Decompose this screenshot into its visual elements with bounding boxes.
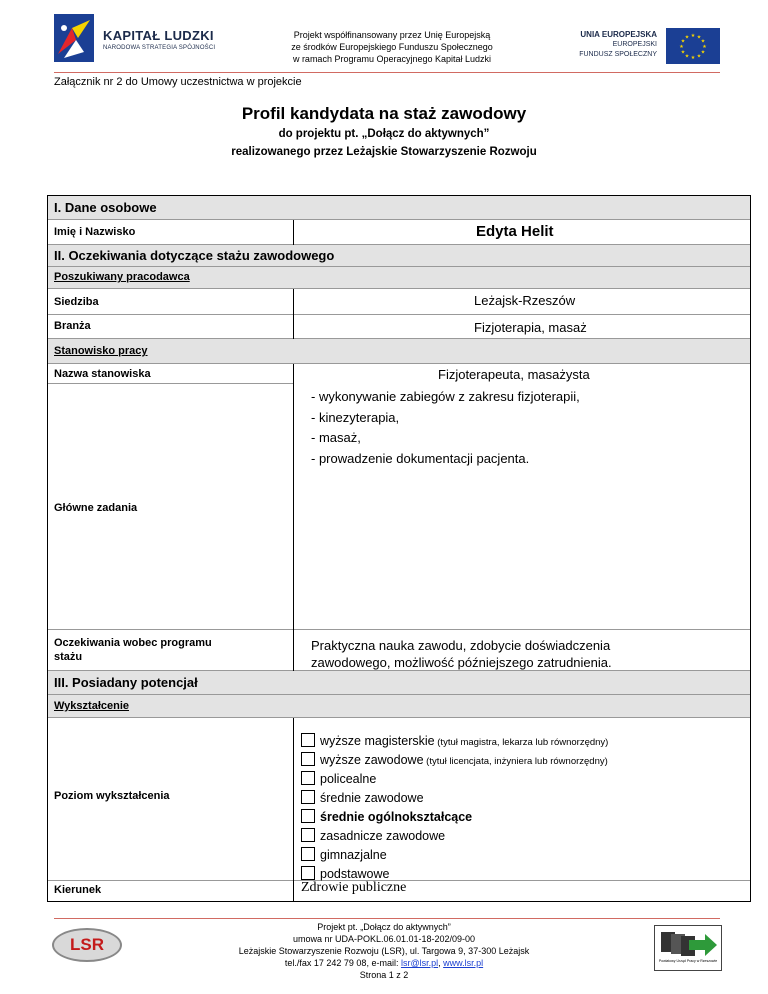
name-row — [48, 220, 750, 245]
header-divider — [54, 72, 720, 73]
education-level-label: średnie ogólnokształcące — [320, 810, 473, 824]
seat-row — [48, 289, 750, 315]
checkbox[interactable] — [301, 828, 315, 842]
education-level-option[interactable] — [301, 847, 387, 862]
employer-heading: Poszukiwany pracodawca — [54, 271, 190, 283]
seat-label: Siedziba — [54, 296, 99, 308]
education-level-label: średnie zawodowe — [320, 791, 424, 805]
cofinance-line: w ramach Programu Operacyjnego Kapitał Ludzki — [292, 54, 492, 64]
task-item: - kinezyterapia, — [311, 409, 400, 425]
industry-label: Branża — [54, 320, 91, 332]
eu-line: EUROPEJSKI — [612, 41, 657, 48]
candidate-form — [47, 195, 751, 902]
employer-heading-row — [48, 267, 750, 289]
checkbox[interactable] — [301, 866, 315, 880]
position-heading: Stanowisko pracy — [54, 345, 148, 357]
education-level-label: podstawowe — [320, 867, 390, 881]
expectations-row — [48, 630, 750, 671]
eu-flag-icon — [666, 28, 720, 64]
section-heading: II. Oczekiwania dotyczące stażu zawodowego — [54, 248, 335, 263]
direction-row — [48, 881, 750, 901]
position-heading-row — [48, 339, 750, 364]
name-label: Imię i Nazwisko — [54, 226, 136, 238]
annex-label: Załącznik nr 2 do Umowy uczestnictwa w projekcie — [54, 76, 302, 88]
direction-label: Kierunek — [54, 884, 102, 896]
education-level-option[interactable] — [301, 866, 390, 881]
footer-info — [0, 921, 768, 981]
education-level-option[interactable] — [301, 733, 608, 748]
svg-text:★: ★ — [690, 55, 696, 61]
checkbox[interactable] — [301, 809, 315, 823]
section-internship-expectations — [48, 245, 750, 267]
kapital-ludzki-title: KAPITAŁ LUDZKI — [103, 28, 214, 43]
footer-contact — [0, 957, 768, 969]
svg-text:★: ★ — [679, 44, 684, 50]
svg-text:★: ★ — [684, 34, 690, 41]
education-level-note: (tytuł magistra, lekarza lub równorzędny) — [434, 737, 609, 748]
section-personal-data — [48, 196, 750, 220]
education-level-label: policealne — [320, 772, 377, 786]
education-level-label: wyższe zawodowe — [320, 753, 424, 767]
task-item: - masaż, — [311, 430, 361, 445]
task-item: - prowadzenie dokumentacji pacjenta. — [311, 450, 530, 466]
svg-text:★: ★ — [700, 49, 706, 56]
footer-line: Projekt pt. „Dołącz do aktywnych” — [317, 922, 451, 932]
footer-divider — [54, 918, 720, 919]
section-heading: III. Posiadany potencjał — [54, 675, 198, 690]
position-name-row — [48, 364, 750, 384]
education-heading-row — [48, 695, 750, 718]
organizer-subtitle: realizowanego przez Leżajskie Stowarzyszenie Rozwoju — [231, 146, 537, 158]
cofinance-line: Projekt współfinansowany przez Unię Europejską — [293, 30, 491, 40]
email-link[interactable]: lsr@lsr.pl — [400, 958, 439, 968]
education-level-option[interactable] — [301, 828, 445, 843]
column-divider — [293, 718, 294, 901]
eu-line: UNIA EUROPEJSKA — [580, 30, 657, 39]
seat-value[interactable]: Leżajsk-Rzeszów — [474, 293, 576, 308]
section-heading: I. Dane osobowe — [54, 200, 157, 215]
checkbox[interactable] — [301, 847, 315, 861]
education-level-label: zasadnicze zawodowe — [320, 829, 446, 843]
column-divider — [293, 220, 294, 245]
name-value[interactable]: Edyta Helit — [476, 223, 554, 240]
svg-text:★: ★ — [684, 53, 690, 60]
pup-logo-text: Powiatowy Urząd Pracy w Rzeszowie — [658, 959, 718, 963]
column-divider — [293, 289, 294, 339]
svg-text:★: ★ — [696, 53, 702, 60]
expectations-label — [54, 636, 212, 664]
svg-text:★: ★ — [680, 38, 686, 45]
footer-line: umowa nr UDA-POKL.06.01.01-18-202/09-00 — [292, 934, 476, 944]
checkbox[interactable] — [301, 790, 315, 804]
kapital-ludzki-subtitle: NARODOWA STRATEGIA SPÓJNOŚCI — [103, 45, 216, 51]
svg-text:★: ★ — [690, 33, 696, 39]
svg-text:★: ★ — [696, 34, 702, 41]
kapital-ludzki-logo — [54, 14, 254, 62]
checkbox[interactable] — [301, 752, 315, 766]
section-potential — [48, 671, 750, 695]
direction-value[interactable]: Zdrowie publiczne — [301, 880, 407, 895]
page-number: Strona 1 z 2 — [359, 970, 409, 980]
task-item: - wykonywanie zabiegów z zakresu fizjoterapii, — [311, 389, 580, 404]
footer-contact-sep: , — [438, 958, 444, 968]
education-level-label: Poziom wykształcenia — [54, 790, 170, 802]
position-name-label: Nazwa stanowiska — [54, 368, 151, 380]
expectations-value[interactable] — [311, 637, 612, 671]
cofinance-line: ze środków Europejskiego Funduszu Społecznego — [291, 42, 493, 52]
lsr-logo-text: LSR — [70, 935, 104, 954]
checkbox[interactable] — [301, 771, 315, 785]
education-level-option[interactable] — [301, 771, 376, 786]
project-subtitle: do projektu pt. „Dołącz do aktywnych” — [278, 128, 490, 140]
pup-emblem-icon — [655, 926, 721, 970]
education-level-label: wyższe magisterskie — [320, 734, 435, 748]
industry-row — [48, 315, 750, 339]
education-heading: Wykształcenie — [54, 700, 130, 712]
svg-text:★: ★ — [680, 49, 686, 56]
education-level-option[interactable] — [301, 809, 472, 824]
website-link[interactable]: www.lsr.pl — [443, 958, 484, 968]
tasks-label: Główne zadania — [54, 502, 138, 514]
kapital-ludzki-emblem-icon — [54, 14, 94, 62]
checkbox[interactable] — [301, 733, 315, 747]
cofinance-notice — [262, 29, 522, 65]
eu-line: FUNDUSZ SPOŁECZNY — [579, 51, 657, 58]
footer-contact-text: tel./fax 17 242 79 08, e-mail: — [284, 958, 401, 968]
tasks-row — [48, 384, 750, 630]
footer-line: Leżajskie Stowarzyszenie Rozwoju (LSR), ul. Targowa 9, 37-300 Leżajsk — [238, 946, 530, 956]
expectations-label-line: Oczekiwania wobec programu — [54, 637, 212, 649]
expectations-value-line: Praktyczna nauka zawodu, zdobycie doświadczenia — [311, 638, 611, 653]
industry-value[interactable]: Fizjoterapia, masaż — [474, 320, 587, 335]
expectations-value-line: zawodowego, możliwość późniejszego zatrudnienia. — [311, 655, 612, 670]
svg-text:★: ★ — [700, 38, 706, 45]
eu-logo-text — [565, 30, 657, 60]
tasks-list[interactable] — [311, 387, 580, 469]
expectations-label-line: stażu — [54, 651, 83, 663]
pup-logo — [654, 925, 722, 971]
education-level-option[interactable] — [301, 752, 608, 767]
education-level-option[interactable] — [301, 790, 424, 805]
education-level-note: (tytuł licencjata, inżyniera lub równorzędny) — [423, 756, 608, 767]
education-level-label: gimnazjalne — [320, 848, 387, 862]
svg-text:★: ★ — [702, 44, 707, 50]
position-name-value[interactable]: Fizjoterapeuta, masażysta — [438, 367, 590, 382]
column-divider — [293, 364, 294, 671]
page-title: Profil kandydata na staż zawodowy — [241, 104, 527, 123]
